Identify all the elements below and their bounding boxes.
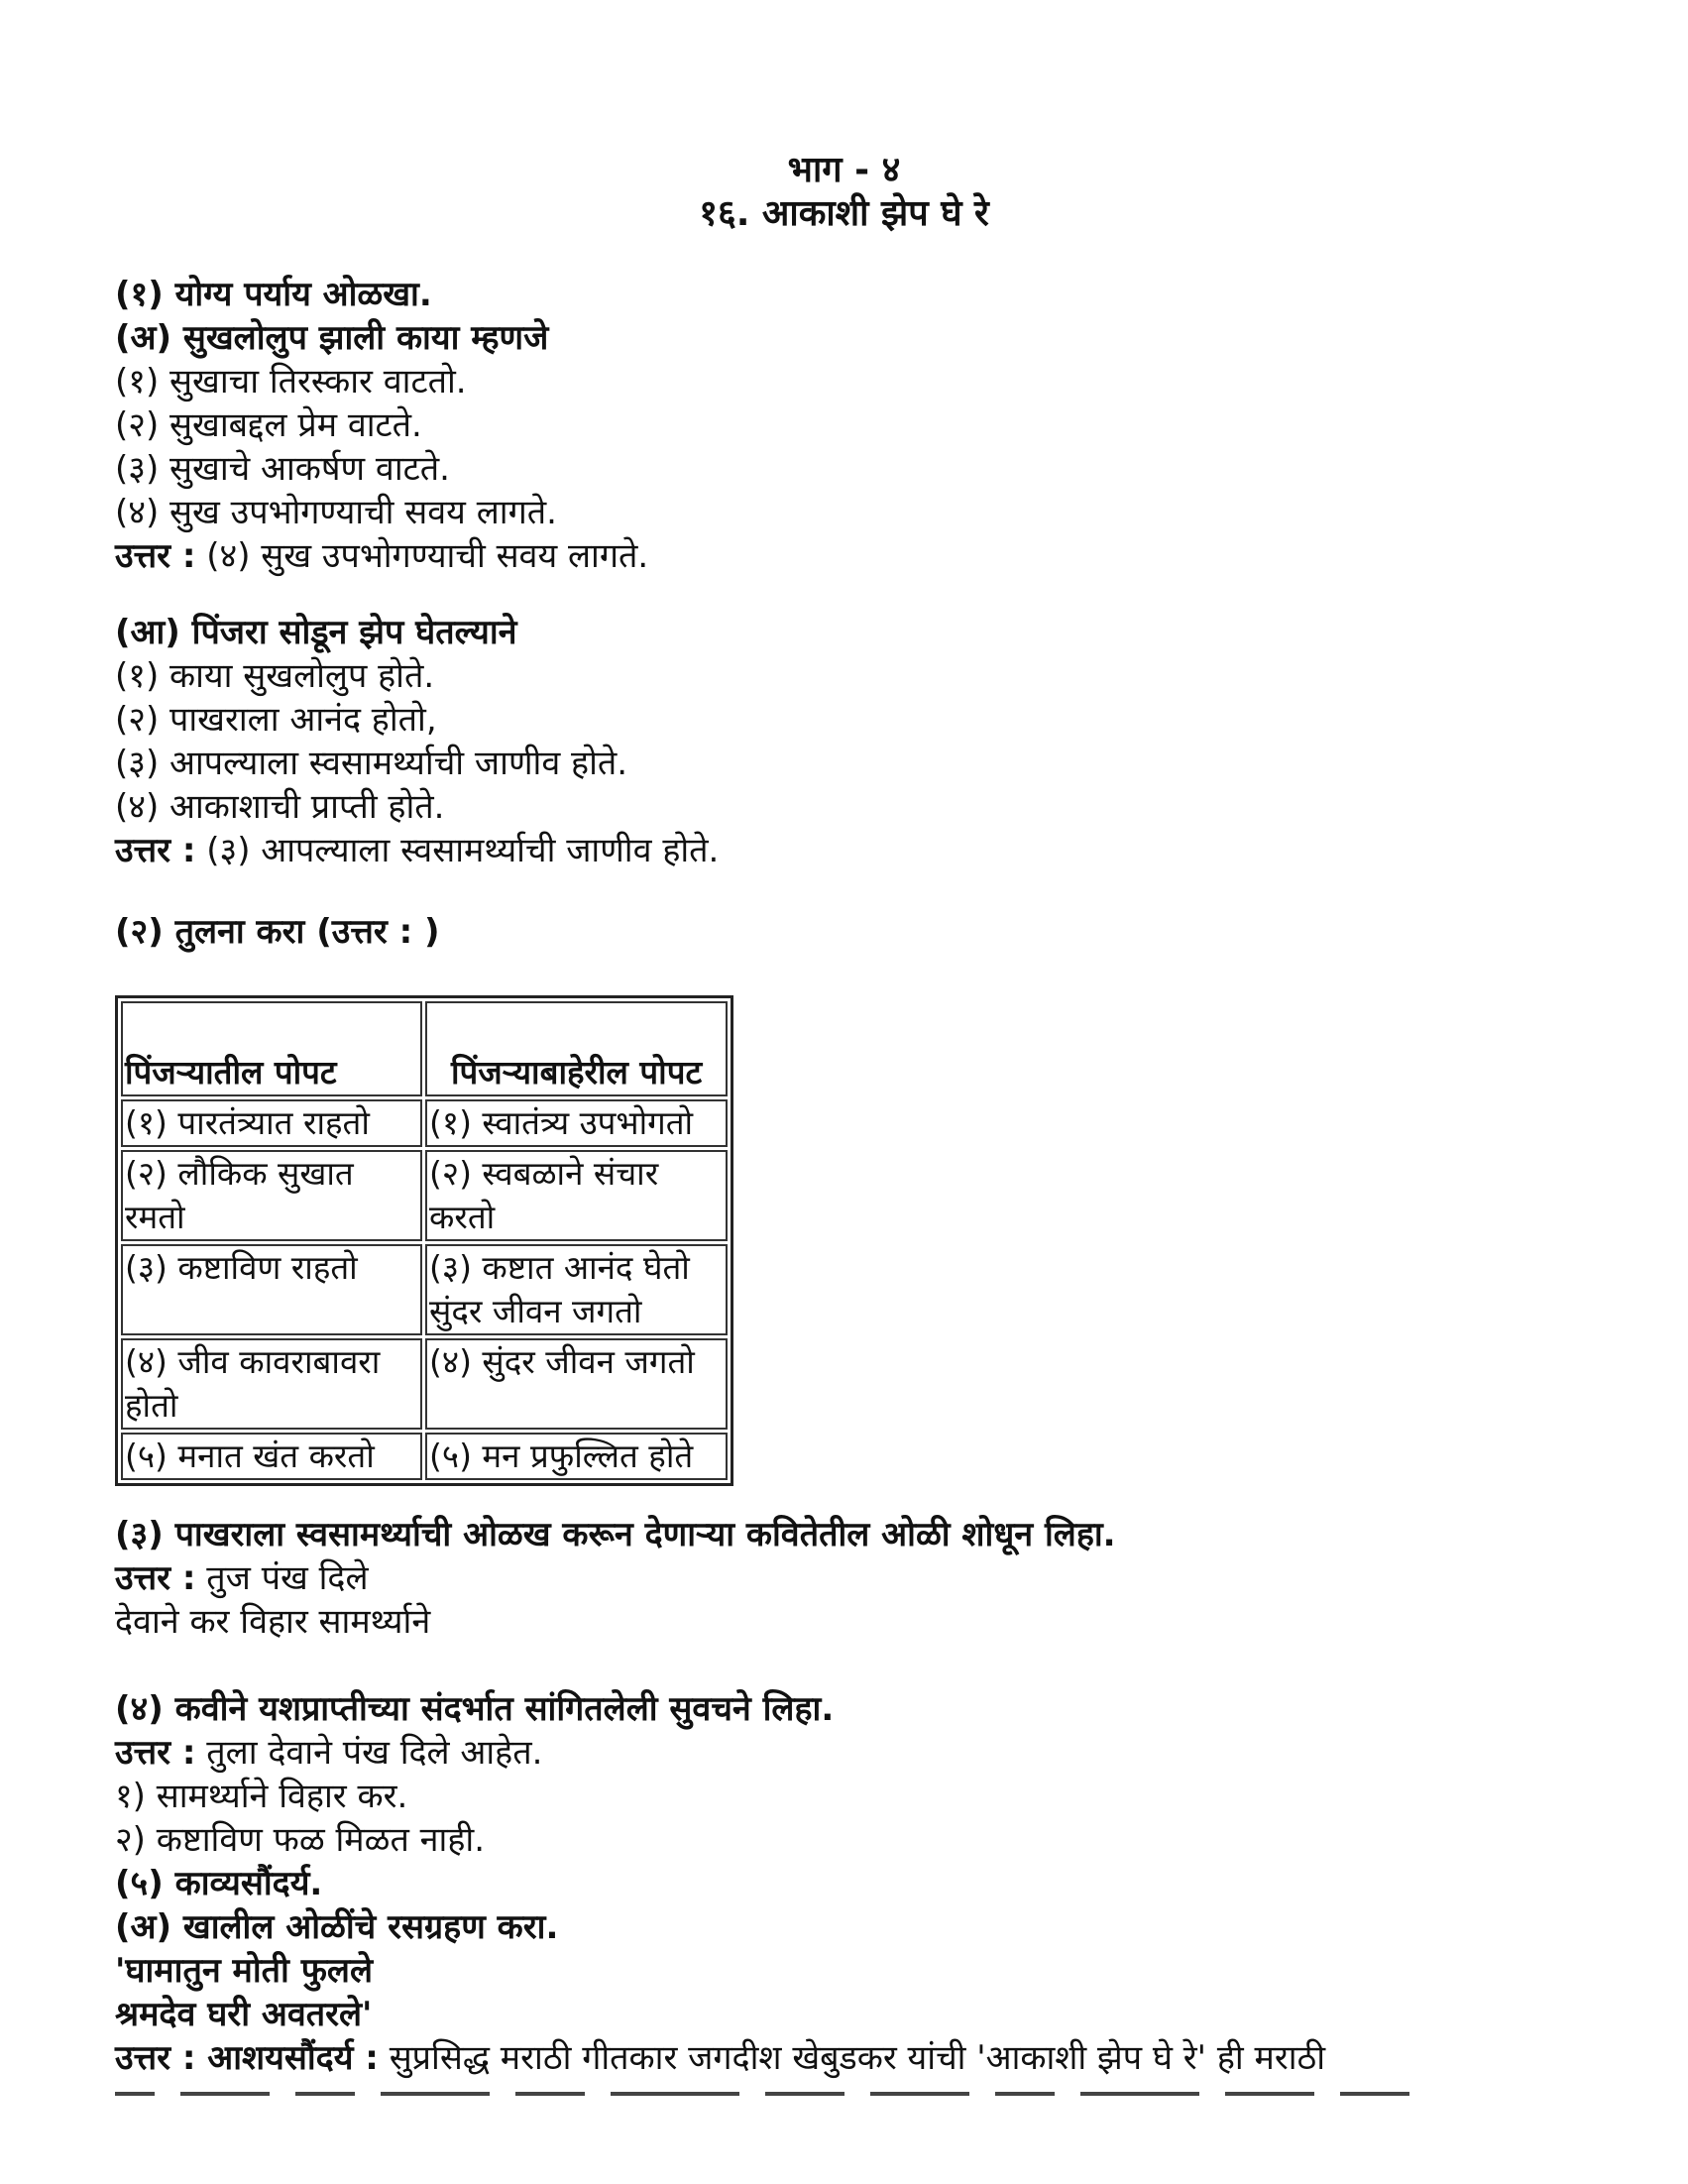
option-line: (३) सुखाचे आकर्षण वाटते. xyxy=(115,449,450,489)
question-1 xyxy=(115,273,1582,578)
table-cell: (२) स्वबळाने संचार करतो xyxy=(425,1150,728,1241)
table-header-cell: पिंजऱ्याबाहेरील पोपट xyxy=(425,1001,728,1096)
question-5-title: (५) काव्यसौंदर्य. xyxy=(115,1864,323,1903)
table-row xyxy=(121,1433,728,1480)
table-cell: (१) पारतंत्र्यात राहतो xyxy=(121,1099,422,1147)
table-header-row xyxy=(121,1001,728,1096)
option-line: (२) पाखराला आनंद होतो, xyxy=(115,700,437,740)
option-line: (४) आकाशाची प्राप्ती होते. xyxy=(115,787,445,827)
answer-line xyxy=(115,2036,1582,2080)
question-5a-title: (अ) खालील ओळींचे रसग्रहण करा. xyxy=(115,1907,559,1947)
option-line: (२) सुखाबद्दल प्रेम वाटते. xyxy=(115,405,422,445)
answer-text: देवाने कर विहार सामर्थ्याने xyxy=(115,1602,431,1642)
table-cell: (४) सुंदर जीवन जगतो xyxy=(425,1338,728,1430)
answer-line xyxy=(115,829,1582,872)
table-row xyxy=(121,1338,728,1430)
option-line: (१) सुखाचा तिरस्कार वाटतो. xyxy=(115,362,467,402)
table-cell: (२) लौकिक सुखात रमतो xyxy=(121,1150,422,1241)
table-row xyxy=(121,1244,728,1335)
answer-label: उत्तर : xyxy=(115,1733,196,1773)
table-row xyxy=(121,1150,728,1241)
answer-text: (३) आपल्याला स्वसामर्थ्याची जाणीव होते. xyxy=(195,831,720,870)
table-cell: (३) कष्टात आनंद घेतो सुंदर जीवन जगतो xyxy=(425,1244,728,1335)
cropped-text-line xyxy=(115,2092,1473,2100)
option-line: (३) आपल्याला स्वसामर्थ्याची जाणीव होते. xyxy=(115,744,628,783)
question-2-title: (२) तुलना करा (उत्तर : ) xyxy=(115,912,440,952)
question-2 xyxy=(115,910,1582,954)
answer-text: (४) सुख उपभोगण्याची सवय लागते. xyxy=(195,536,649,576)
table-cell: (५) मनात खंत करतो xyxy=(121,1433,422,1480)
question-1-title: (१) योग्य पर्याय ओळखा. xyxy=(115,275,432,314)
question-4 xyxy=(115,1687,1582,2080)
question-1b xyxy=(115,611,1582,872)
table-cell: (३) कष्टाविण राहतो xyxy=(121,1244,422,1335)
question-3 xyxy=(115,1513,1582,1644)
option-line: (४) सुख उपभोगण्याची सवय लागते. xyxy=(115,493,557,532)
answer-text: तुला देवाने पंख दिले आहेत. xyxy=(195,1733,543,1773)
quote-line: श्रमदेव घरी अवतरले' xyxy=(115,1995,373,2034)
question-3-title: (३) पाखराला स्वसामर्थ्याची ओळख करून देणाऱ्या कवितेतील ओळी शोधून लिहा. xyxy=(115,1515,1116,1554)
answer-label: उत्तर : xyxy=(115,831,196,870)
answer-line xyxy=(115,1731,1582,1775)
question-1a-title: (अ) सुखलोलुप झाली काया म्हणजे xyxy=(115,318,549,358)
answer-text: १) सामर्थ्याने विहार कर. xyxy=(115,1777,408,1816)
table-cell: (५) मन प्रफुल्लित होते xyxy=(425,1433,728,1480)
answer-text: सुप्रसिद्ध मराठी गीतकार जगदीश खेबुडकर यांची 'आकाशी झेप घे रे' ही मराठी xyxy=(378,2038,1326,2078)
chapter-title: १६. आकाशी झेप घे रे xyxy=(699,193,989,234)
answer-label: उत्तर : xyxy=(115,536,196,576)
question-1b-title: (आ) पिंजरा सोडून झेप घेतल्याने xyxy=(115,613,517,652)
answer-label: उत्तर : आशयसौंदर्य : xyxy=(115,2038,379,2078)
table-header-cell: पिंजऱ्यातील पोपट xyxy=(121,1001,422,1096)
table-cell: (४) जीव कावराबावरा होतो xyxy=(121,1338,422,1430)
question-4-title: (४) कवीने यशप्राप्तीच्या संदर्भात सांगितलेली सुवचने लिहा. xyxy=(115,1689,835,1729)
comparison-table xyxy=(115,995,733,1486)
table-row xyxy=(121,1099,728,1147)
answer-line xyxy=(115,1556,1582,1600)
answer-text: २) कष्टाविण फळ मिळत नाही. xyxy=(115,1820,485,1860)
answer-label: उत्तर : xyxy=(115,1558,196,1598)
table-cell: (१) स्वातंत्र्य उपभोगतो xyxy=(425,1099,728,1147)
answer-line xyxy=(115,534,1582,578)
part-heading: भाग - ४ xyxy=(787,150,901,190)
option-line: (१) काया सुखलोलुप होते. xyxy=(115,656,435,696)
quote-line: 'घामातुन मोती फुलले xyxy=(115,1951,374,1991)
answer-text: तुज पंख दिले xyxy=(195,1558,369,1598)
